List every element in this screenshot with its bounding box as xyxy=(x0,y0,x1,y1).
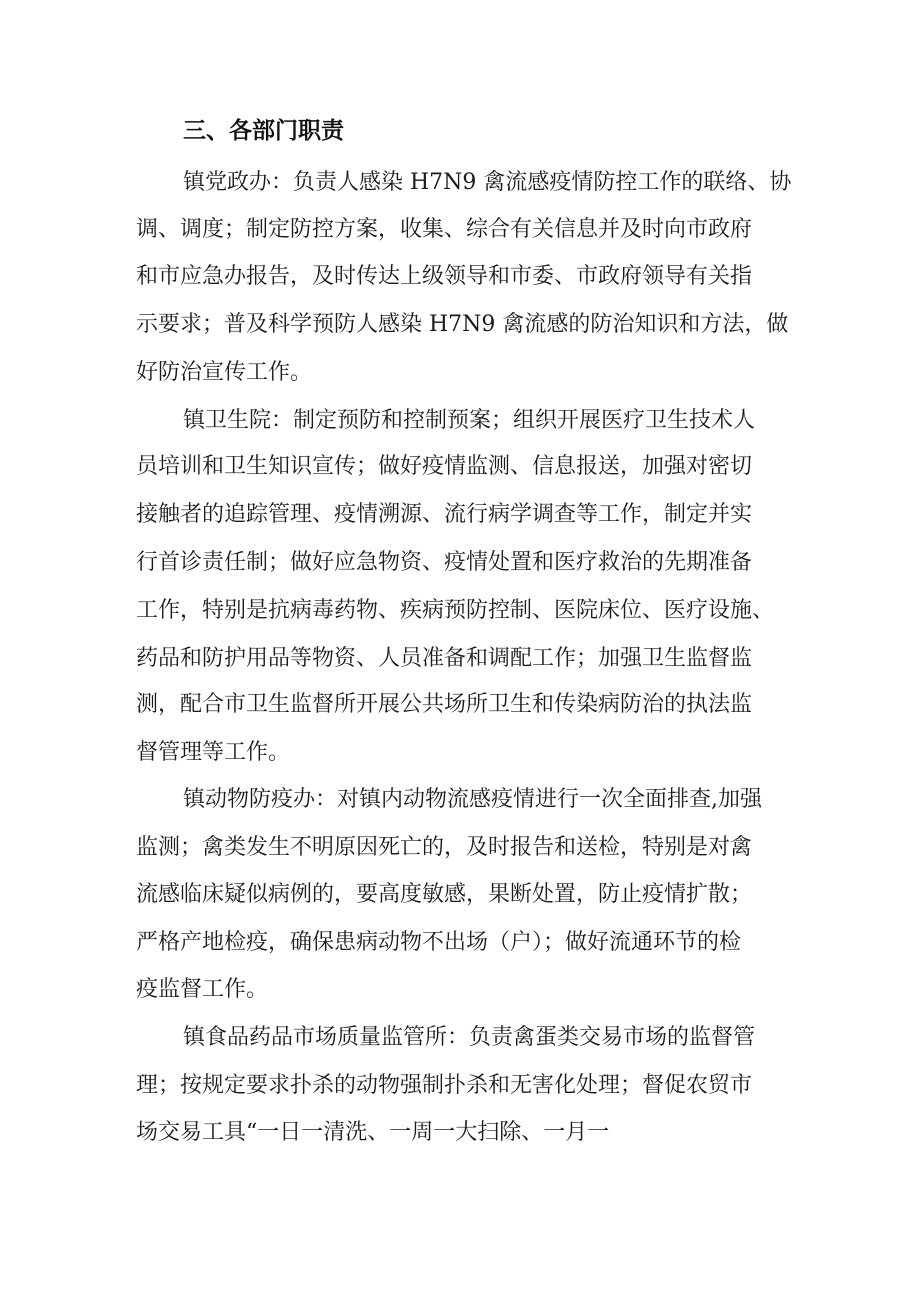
text-line: 理；按规定要求扑杀的动物强制扑杀和无害化处理；督促农贸市 xyxy=(136,1073,753,1098)
text-line: 调、调度；制定防控方案，收集、综合有关信息并及时向市政府 xyxy=(136,217,753,242)
text-line: 和市应急办报告，及时传达上级领导和市委、市政府领导有关指 xyxy=(136,264,753,289)
text-line: 工作，特别是抗病毒药物、疾病预防控制、医院床位、医疗设施、 xyxy=(136,598,775,623)
text-line: 流感临床疑似病例的，要高度敏感，果断处置，防止疫情扩散； xyxy=(136,882,753,907)
text-line: 员培训和卫生知识宣传；做好疫情监测、信息报送，加强对密切 xyxy=(136,454,753,479)
text-line: 镇动物防疫办：对镇内动物流感疫情进行一次全面排查,加强 xyxy=(183,787,762,812)
text-line: 好防治宣传工作。 xyxy=(136,360,313,385)
text-line: 督管理等工作。 xyxy=(136,740,291,765)
text-line: 接触者的追踪管理、疫情溯源、流行病学调查等工作，制定并实 xyxy=(136,502,753,527)
text-line: 监测；禽类发生不明原因死亡的，及时报告和送检，特别是对禽 xyxy=(136,835,753,860)
text-line: 药品和防护用品等物资、人员准备和调配工作；加强卫生监督监 xyxy=(136,646,753,671)
text-line: 行首诊责任制；做好应急物资、疫情处置和医疗救治的先期准备 xyxy=(136,550,753,575)
text-line: 测，配合市卫生监督所开展公共场所卫生和传染病防治的执法监 xyxy=(136,692,753,717)
text-line: 镇卫生院：制定预防和控制预案；组织开展医疗卫生技术人 xyxy=(183,408,756,433)
text-line: 疫监督工作。 xyxy=(136,977,269,1002)
text-line: 镇食品药品市场质量监管所：负责禽蛋类交易市场的监督管 xyxy=(183,1025,756,1050)
text-line: 示要求；普及科学预防人感染 H7N9 禽流感的防治知识和方法，做 xyxy=(136,312,789,337)
section-heading: 三、各部门职责 xyxy=(183,118,344,144)
text-line: 镇党政办：负责人感染 H7N9 禽流感疫情防控工作的联络、协 xyxy=(183,170,792,195)
text-line: 严格产地检疫，确保患病动物不出场（户）；做好流通环节的检 xyxy=(136,930,742,955)
text-line: 场交易工具“一日一清洗、一周一大扫除、一月一 xyxy=(136,1120,610,1145)
